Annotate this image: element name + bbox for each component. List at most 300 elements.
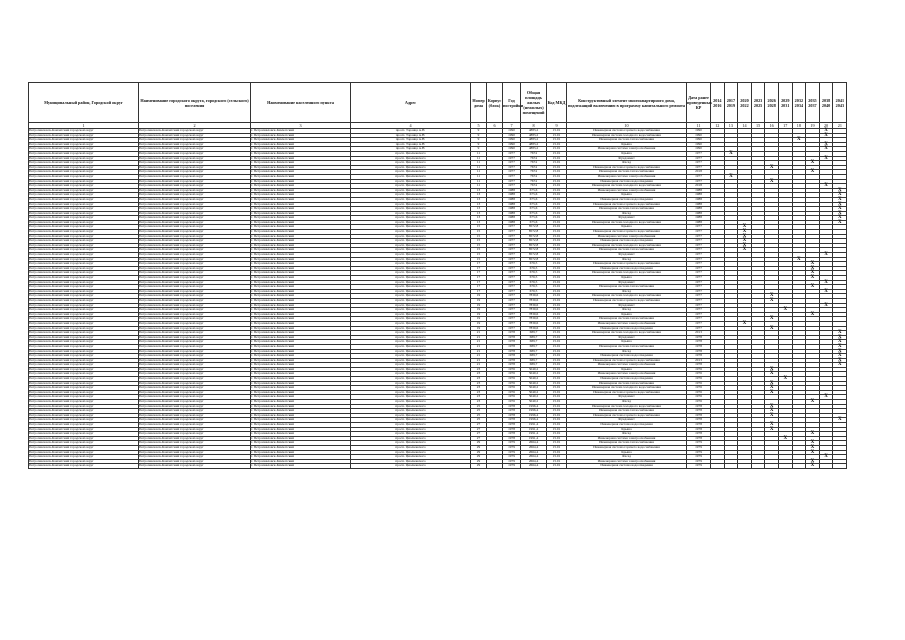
area-cell: 7674 [521, 151, 547, 156]
period-cell: X [778, 308, 792, 313]
locality-cell: г. Петропавловск-Камчатский [251, 377, 351, 382]
locality-cell: г. Петропавловск-Камчатский [251, 464, 351, 469]
settlement-cell: Петропавловск-Камчатский городской округ [139, 266, 251, 271]
area-cell: 689,7 [521, 335, 547, 340]
house-number-cell: 23 [471, 395, 487, 400]
address-cell: просп. Циолковского [351, 184, 471, 189]
period-cell: X [833, 340, 847, 345]
period-cell: X [819, 395, 833, 400]
build-year-cell: 1976 [503, 390, 521, 395]
build-year-cell: 1977 [503, 161, 521, 166]
period-cell: X [833, 363, 847, 368]
house-number-cell: 15 [471, 253, 487, 258]
column-number: 5 [471, 123, 487, 129]
settlement-cell: Петропавловск-Камчатский городской округ [139, 230, 251, 235]
house-number-cell: 21 [471, 354, 487, 359]
last-repair-date-cell: 1977 [687, 230, 711, 235]
settlement-cell: Петропавловск-Камчатский городской округ [139, 161, 251, 166]
settlement-cell: Петропавловск-Камчатский городской округ [139, 344, 251, 349]
district-cell: Петропавловск-Камчатский городской округ [29, 294, 139, 299]
period-cell: X [833, 188, 847, 193]
locality-cell: г. Петропавловск-Камчатский [251, 340, 351, 345]
district-cell: Петропавловск-Камчатский городской округ [29, 174, 139, 179]
column-number: 14 [738, 123, 752, 129]
district-cell: Петропавловск-Камчатский городской округ [29, 395, 139, 400]
address-cell: просп. Циолковского [351, 340, 471, 345]
locality-cell: г. Петропавловск-Камчатский [251, 262, 351, 267]
element-cell: Инженерная система водоотведения [567, 464, 687, 469]
area-cell: 689,7 [521, 331, 547, 336]
build-year-cell: 1978 [503, 349, 521, 354]
address-cell: просп. Циолковского [351, 372, 471, 377]
address-cell: просп. Циолковского [351, 211, 471, 216]
district-cell: Петропавловск-Камчатский городской округ [29, 326, 139, 331]
house-number-cell: 9 [471, 129, 487, 134]
locality-cell: г. Петропавловск-Камчатский [251, 312, 351, 317]
element-cell: Крыша [567, 427, 687, 432]
element-cell: Инженерная система водоотведения [567, 197, 687, 202]
last-repair-date-cell: 1977 [687, 248, 711, 253]
settlement-cell: Петропавловск-Камчатский городской округ [139, 257, 251, 262]
mkd-code-cell: 15.01 [547, 174, 567, 179]
build-year-cell: 1977 [503, 170, 521, 175]
locality-cell: г. Петропавловск-Камчатский [251, 289, 351, 294]
mkd-code-cell: 15.01 [547, 326, 567, 331]
district-cell: Петропавловск-Камчатский городской округ [29, 197, 139, 202]
locality-cell: г. Петропавловск-Камчатский [251, 248, 351, 253]
settlement-cell: Петропавловск-Камчатский городской округ [139, 335, 251, 340]
period-cell: X [765, 298, 779, 303]
column-number: 12 [711, 123, 725, 129]
house-number-cell: 25 [471, 418, 487, 423]
mkd-code-cell: 15.01 [547, 239, 567, 244]
mkd-code-cell: 15.01 [547, 133, 567, 138]
house-number-cell: 25 [471, 404, 487, 409]
house-number-cell: 23 [471, 390, 487, 395]
district-cell: Петропавловск-Камчатский городской округ [29, 262, 139, 267]
address-cell: просп. Циолковского [351, 317, 471, 322]
house-number-cell: 21 [471, 331, 487, 336]
period-cell [819, 464, 833, 469]
district-cell: Петропавловск-Камчатский городской округ [29, 266, 139, 271]
house-number-cell: 29 [471, 450, 487, 455]
mkd-code-cell: 15.01 [547, 193, 567, 198]
period-cell: X [806, 170, 820, 175]
locality-cell: г. Петропавловск-Камчатский [251, 133, 351, 138]
period-cell: X [819, 455, 833, 460]
locality-cell: г. Петропавловск-Камчатский [251, 138, 351, 143]
district-cell: Петропавловск-Камчатский городской округ [29, 340, 139, 345]
house-number-cell: 11 [471, 151, 487, 156]
period-cell: X [833, 216, 847, 221]
settlement-cell: Петропавловск-Камчатский городской округ [139, 243, 251, 248]
period-cell [751, 464, 765, 469]
area-cell: 7839,6 [521, 321, 547, 326]
build-year-cell: 1988 [503, 202, 521, 207]
element-cell: Инженерная система водоотведения [567, 326, 687, 331]
element-cell: Инженерная система теплоснабжения [567, 317, 687, 322]
column-number: 9 [547, 123, 567, 129]
district-cell: Петропавловск-Камчатский городской округ [29, 303, 139, 308]
address-cell: просп. Циолковского [351, 321, 471, 326]
house-number-cell: 11 [471, 156, 487, 161]
table-row [29, 464, 847, 469]
period-cell: X [765, 390, 779, 395]
period-cell: X [765, 326, 779, 331]
settlement-cell: Петропавловск-Камчатский городской округ [139, 253, 251, 258]
mkd-code-cell: 15.01 [547, 409, 567, 414]
settlement-cell: Петропавловск-Камчатский городской округ [139, 413, 251, 418]
mkd-code-cell: 15.01 [547, 234, 567, 239]
district-cell: Петропавловск-Камчатский городской округ [29, 276, 139, 281]
district-cell: Петропавловск-Камчатский городской округ [29, 363, 139, 368]
column-number: 18 [792, 123, 806, 129]
mkd-code-cell: 15.01 [547, 445, 567, 450]
area-cell: 5040,2 [521, 377, 547, 382]
district-cell: Петропавловск-Камчатский городской округ [29, 409, 139, 414]
district-cell: Петропавловск-Камчатский городской округ [29, 331, 139, 336]
mkd-code-cell: 15.01 [547, 427, 567, 432]
last-repair-date-cell: 1977 [687, 326, 711, 331]
build-year-cell: 1978 [503, 344, 521, 349]
mkd-code-cell: 15.01 [547, 170, 567, 175]
mkd-code-cell: 15.01 [547, 413, 567, 418]
element-cell: Фундамент [567, 156, 687, 161]
element-cell: Инженерная система горячего водоснабжения [567, 230, 687, 235]
address-cell: просп. Циолковского [351, 331, 471, 336]
area-cell: 2664,4 [521, 450, 547, 455]
settlement-cell: Петропавловск-Камчатский городской округ [139, 372, 251, 377]
mkd-code-cell: 15.01 [547, 400, 567, 405]
build-year-cell: 1977 [503, 253, 521, 258]
settlement-cell: Петропавловск-Камчатский городской округ [139, 358, 251, 363]
last-repair-date-cell: 1977 [687, 289, 711, 294]
column-number: 7 [503, 123, 521, 129]
last-repair-date-cell: 1990 [687, 129, 711, 134]
element-cell: Инженерная система холодного водоснабжения [567, 133, 687, 138]
area-cell: 5040,2 [521, 395, 547, 400]
locality-cell: г. Петропавловск-Камчатский [251, 253, 351, 258]
mkd-code-cell: 15.01 [547, 289, 567, 294]
area-cell: 4883,2 [521, 133, 547, 138]
mkd-code-cell: 15.01 [547, 202, 567, 207]
last-repair-date-cell: 1988 [687, 188, 711, 193]
locality-cell: г. Петропавловск-Камчатский [251, 441, 351, 446]
period-cell: X [819, 142, 833, 147]
address-cell: просп. Циолковского [351, 413, 471, 418]
locality-cell: г. Петропавловск-Камчатский [251, 317, 351, 322]
district-cell: Петропавловск-Камчатский городской округ [29, 211, 139, 216]
settlement-cell: Петропавловск-Камчатский городской округ [139, 367, 251, 372]
address-cell: просп. Циолковского [351, 298, 471, 303]
area-cell: 675,6 [521, 207, 547, 212]
mkd-code-cell: 15.01 [547, 276, 567, 281]
address-cell: просп. Циолковского [351, 220, 471, 225]
column-header: 2026 2028 [765, 83, 779, 123]
house-number-cell: 25 [471, 413, 487, 418]
house-number-cell: 17 [471, 262, 487, 267]
period-cell: X [806, 285, 820, 290]
settlement-cell: Петропавловск-Камчатский городской округ [139, 234, 251, 239]
last-repair-date-cell: 1977 [687, 156, 711, 161]
build-year-cell: 1976 [503, 395, 521, 400]
mkd-code-cell: 15.01 [547, 367, 567, 372]
locality-cell: г. Петропавловск-Камчатский [251, 404, 351, 409]
area-cell: 676,5 [521, 280, 547, 285]
area-cell: 676,5 [521, 276, 547, 281]
mkd-code-cell: 15.01 [547, 156, 567, 161]
last-repair-date-cell: 1977 [687, 257, 711, 262]
locality-cell: г. Петропавловск-Камчатский [251, 225, 351, 230]
mkd-code-cell: 15.01 [547, 349, 567, 354]
column-number: 8 [521, 123, 547, 129]
build-year-cell: 1990 [503, 129, 521, 134]
locality-cell: г. Петропавловск-Камчатский [251, 220, 351, 225]
house-number-cell: 13 [471, 197, 487, 202]
settlement-cell: Петропавловск-Камчатский городской округ [139, 188, 251, 193]
address-cell: просп. Циолковского [351, 174, 471, 179]
settlement-cell: Петропавловск-Камчатский городской округ [139, 418, 251, 423]
mkd-code-cell: 15.01 [547, 381, 567, 386]
settlement-cell: Петропавловск-Камчатский городской округ [139, 409, 251, 414]
last-repair-date-cell: 1978 [687, 363, 711, 368]
column-header: 2038 2040 [819, 83, 833, 123]
area-cell: 7839,6 [521, 312, 547, 317]
address-cell: просп. Циолковского [351, 450, 471, 455]
period-cell: X [833, 220, 847, 225]
last-repair-date-cell: 1977 [687, 280, 711, 285]
column-number: 4 [351, 123, 471, 129]
settlement-cell: Петропавловск-Камчатский городской округ [139, 129, 251, 134]
element-cell: Фундамент [567, 303, 687, 308]
house-number-cell: 27 [471, 423, 487, 428]
period-cell: X [765, 367, 779, 372]
settlement-cell: Петропавловск-Камчатский городской округ [139, 432, 251, 437]
period-cell: X [833, 193, 847, 198]
area-cell: 5040,2 [521, 386, 547, 391]
build-year-cell: 1977 [503, 225, 521, 230]
column-header: 2032 2034 [792, 83, 806, 123]
element-cell: Инженерная система холодного водоснабжения [567, 271, 687, 276]
mkd-code-cell: 15.01 [547, 358, 567, 363]
period-cell: X [765, 372, 779, 377]
house-number-cell: 13 [471, 211, 487, 216]
build-year-cell: 1979 [503, 455, 521, 460]
element-cell: Фасад [567, 455, 687, 460]
address-cell: просп. Циолковского [351, 266, 471, 271]
build-year-cell: 1977 [503, 303, 521, 308]
area-cell: 2664,4 [521, 459, 547, 464]
period-cell: X [819, 129, 833, 134]
area-cell: 1991,4 [521, 436, 547, 441]
settlement-cell: Петропавловск-Камчатский городской округ [139, 216, 251, 221]
last-repair-date-cell: 1988 [687, 197, 711, 202]
column-header: Муниципальный район, Городской округ [29, 83, 139, 123]
locality-cell: г. Петропавловск-Камчатский [251, 271, 351, 276]
district-cell: Петропавловск-Камчатский городской округ [29, 156, 139, 161]
district-cell: Петропавловск-Камчатский городской округ [29, 335, 139, 340]
locality-cell: г. Петропавловск-Камчатский [251, 436, 351, 441]
period-cell [792, 464, 806, 469]
period-cell: X [806, 312, 820, 317]
area-cell: 1996,4 [521, 418, 547, 423]
build-year-cell: 1990 [503, 133, 521, 138]
element-cell: Инженерная система теплоснабжения [567, 409, 687, 414]
period-cell: X [806, 400, 820, 405]
period-cell [738, 464, 752, 469]
house-number-cell: 11 [471, 179, 487, 184]
address-cell: просп. Циолковского [351, 354, 471, 359]
build-year-cell: 1976 [503, 386, 521, 391]
period-cell: X [806, 161, 820, 166]
last-repair-date-cell: 1978 [687, 413, 711, 418]
settlement-cell: Петропавловск-Камчатский городской округ [139, 308, 251, 313]
mkd-code-cell: 15.01 [547, 294, 567, 299]
period-cell: X [806, 266, 820, 271]
district-cell: Петропавловск-Камчатский городской округ [29, 372, 139, 377]
address-cell: просп. Циолковского [351, 344, 471, 349]
mkd-code-cell: 15.01 [547, 331, 567, 336]
element-cell: Инженерная система горячего водоснабжения [567, 202, 687, 207]
district-cell: Петропавловск-Камчатский городской округ [29, 413, 139, 418]
address-cell: просп. Циолковского [351, 386, 471, 391]
district-cell: Петропавловск-Камчатский городской округ [29, 321, 139, 326]
settlement-cell: Петропавловск-Камчатский городской округ [139, 142, 251, 147]
element-cell: Инженерная система горячего водоснабжения [567, 298, 687, 303]
element-cell: Крыша [567, 193, 687, 198]
district-cell: Петропавловск-Камчатский городской округ [29, 464, 139, 469]
element-cell: Инженерная система теплоснабжения [567, 170, 687, 175]
house-number-cell: 19 [471, 303, 487, 308]
area-cell: 675,6 [521, 197, 547, 202]
build-year-cell: 1977 [503, 321, 521, 326]
element-cell: Инженерная система теплоснабжения [567, 248, 687, 253]
period-cell: X [833, 207, 847, 212]
district-cell: Петропавловск-Камчатский городской округ [29, 179, 139, 184]
house-number-cell: 23 [471, 372, 487, 377]
locality-cell: г. Петропавловск-Камчатский [251, 363, 351, 368]
area-cell: 675,6 [521, 220, 547, 225]
build-year-cell: 1976 [503, 372, 521, 377]
area-cell: 8572,8 [521, 253, 547, 258]
column-header: Наименование населенного пункта [251, 83, 351, 123]
build-year-cell: 1978 [503, 427, 521, 432]
settlement-cell: Петропавловск-Камчатский городской округ [139, 220, 251, 225]
area-cell: 7839,6 [521, 326, 547, 331]
settlement-cell: Петропавловск-Камчатский городской округ [139, 294, 251, 299]
settlement-cell: Петропавловск-Камчатский городской округ [139, 207, 251, 212]
last-repair-date-cell: 1977 [687, 285, 711, 290]
settlement-cell: Петропавловск-Камчатский городской округ [139, 381, 251, 386]
settlement-cell: Петропавловск-Камчатский городской округ [139, 386, 251, 391]
column-number: 13 [724, 123, 738, 129]
address-cell: просп. Циолковского [351, 197, 471, 202]
locality-cell: г. Петропавловск-Камчатский [251, 294, 351, 299]
build-year-cell: 1978 [503, 354, 521, 359]
house-number-cell: 29 [471, 455, 487, 460]
area-cell: 7674 [521, 184, 547, 189]
mkd-code-cell: 15.01 [547, 225, 567, 230]
area-cell: 689,7 [521, 354, 547, 359]
last-repair-date-cell: 1978 [687, 344, 711, 349]
address-cell: просп. Циолковского [351, 326, 471, 331]
locality-cell: г. Петропавловск-Камчатский [251, 418, 351, 423]
build-year-cell: 1990 [503, 138, 521, 143]
column-number: 17 [778, 123, 792, 129]
address-cell: просп. Циолковского [351, 193, 471, 198]
locality-cell: г. Петропавловск-Камчатский [251, 409, 351, 414]
column-header: 2023 2025 [751, 83, 765, 123]
period-cell: X [765, 165, 779, 170]
element-cell: Инженерная система водоотведения [567, 266, 687, 271]
settlement-cell: Петропавловск-Камчатский городской округ [139, 248, 251, 253]
mkd-code-cell: 15.01 [547, 211, 567, 216]
house-number-cell: 9 [471, 133, 487, 138]
area-cell: 7674 [521, 165, 547, 170]
address-cell: просп. Циолковского [351, 294, 471, 299]
mkd-code-cell: 15.01 [547, 271, 567, 276]
locality-cell: г. Петропавловск-Камчатский [251, 156, 351, 161]
period-cell: X [765, 427, 779, 432]
period-cell: X [806, 271, 820, 276]
district-cell: Петропавловск-Камчатский городской округ [29, 248, 139, 253]
period-cell: X [806, 450, 820, 455]
address-cell: просп. Циолковского [351, 427, 471, 432]
address-cell: просп. Циолковского [351, 459, 471, 464]
area-cell: 675,6 [521, 193, 547, 198]
build-year-cell: 1977 [503, 174, 521, 179]
mkd-code-cell: 15.01 [547, 390, 567, 395]
build-year-cell: 1977 [503, 308, 521, 313]
last-repair-date-cell: 2018 [687, 170, 711, 175]
mkd-code-cell: 15.01 [547, 197, 567, 202]
house-number-cell: 17 [471, 280, 487, 285]
element-cell: Инженерная система теплоснабжения [567, 344, 687, 349]
area-cell: 5040,2 [521, 372, 547, 377]
last-repair-date-cell: 1990 [687, 142, 711, 147]
district-cell: Петропавловск-Камчатский городской округ [29, 404, 139, 409]
last-repair-date-cell: 1978 [687, 418, 711, 423]
last-repair-date-cell: 1977 [687, 317, 711, 322]
address-cell: просп. Циолковского [351, 423, 471, 428]
period-cell: X [765, 423, 779, 428]
element-cell: Фундамент [567, 280, 687, 285]
locality-cell: г. Петропавловск-Камчатский [251, 344, 351, 349]
district-cell: Петропавловск-Камчатский городской округ [29, 445, 139, 450]
address-cell: просп. Циолковского [351, 239, 471, 244]
house-number-cell: 23 [471, 381, 487, 386]
element-cell: Инженерная система холодного водоснабжения [567, 386, 687, 391]
area-cell: 8572,8 [521, 230, 547, 235]
address-cell: просп. Циолковского [351, 409, 471, 414]
locality-cell: г. Петропавловск-Камчатский [251, 459, 351, 464]
element-cell: Инженерная система холодного водоснабжения [567, 294, 687, 299]
build-year-cell: 1988 [503, 188, 521, 193]
build-year-cell: 1977 [503, 257, 521, 262]
locality-cell: г. Петропавловск-Камчатский [251, 335, 351, 340]
build-year-cell: 1979 [503, 441, 521, 446]
mkd-code-cell: 15.01 [547, 280, 567, 285]
locality-cell: г. Петропавловск-Камчатский [251, 197, 351, 202]
settlement-cell: Петропавловск-Камчатский городской округ [139, 184, 251, 189]
area-cell: 2664,4 [521, 445, 547, 450]
area-cell: 676,5 [521, 289, 547, 294]
build-year-cell: 1977 [503, 312, 521, 317]
settlement-cell: Петропавловск-Камчатский городской округ [139, 349, 251, 354]
period-cell [711, 464, 725, 469]
element-cell: Инженерная система горячего водоснабжения [567, 262, 687, 267]
address-cell: просп. Циолковского [351, 248, 471, 253]
